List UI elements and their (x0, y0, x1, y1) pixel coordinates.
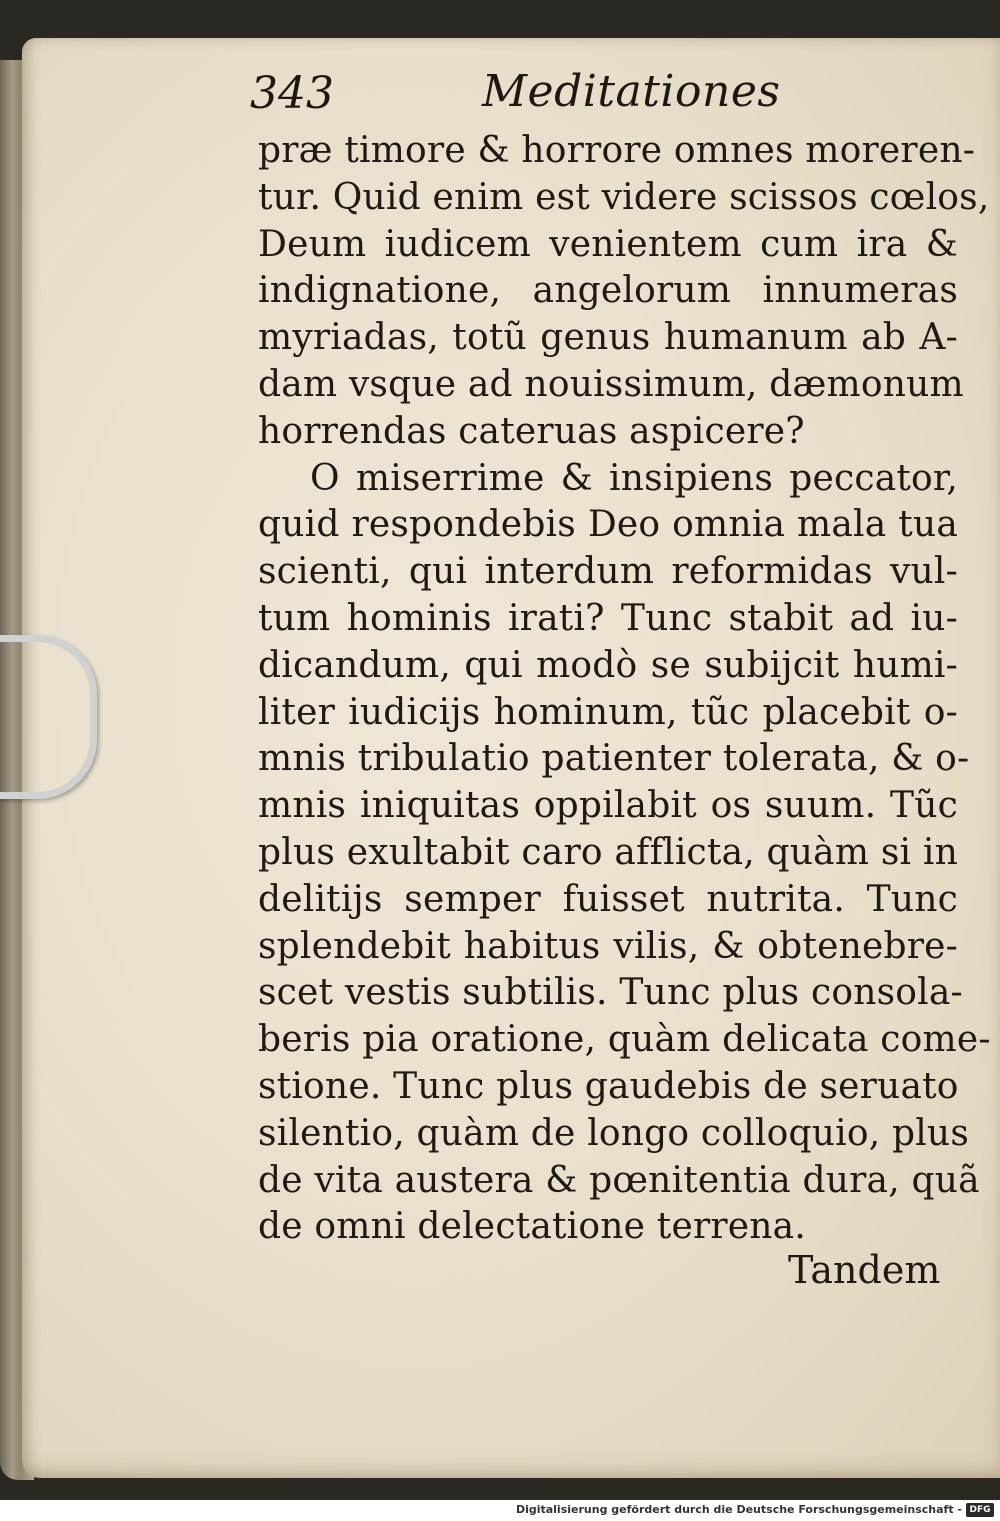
text-line: mnis tribulatio patienter tolerata, & o- (258, 738, 970, 780)
text-line: splendebit habitus vilis, & obtenebre- (258, 925, 958, 967)
text-line: dicandum, qui modò se subijcit humi- (258, 644, 958, 686)
text-line: de omni delectatione terrena. (258, 1206, 806, 1248)
text-line: horrendas cateruas aspicere? (258, 410, 805, 452)
funding-credit: Digitalisierung gefördert durch die Deutsche Forschungsgemeinschaft - (515, 1503, 962, 1516)
text-line: silentio, quàm de longo colloquio, plus (258, 1112, 969, 1154)
text-line: plus exultabit caro afflicta, quàm si in (258, 831, 958, 873)
text-line: indignatione, angelorum innumeras (258, 270, 958, 312)
text-line: de vita austera & pœnitentia dura, quã (258, 1159, 980, 1201)
text-line: scienti, qui interdum reformidas vul- (258, 551, 958, 593)
text-line: liter iudicijs hominum, tũc placebit o- (258, 691, 958, 733)
text-line: mnis iniquitas oppilabit os suum. Tũc (258, 785, 958, 827)
dfg-logo: DFG (966, 1503, 994, 1517)
body-text (258, 128, 991, 1251)
text-line: Deum iudicem venientem cum ira & (258, 223, 958, 265)
text-line: tur. Quid enim est videre scissos cœlos, (258, 176, 990, 218)
catchword: Tandem (788, 1248, 941, 1292)
text-line: dam vsque ad nouissimum, dæmonum (258, 363, 964, 405)
page-number: 343 (250, 68, 334, 119)
text-line: scet vestis subtilis. Tunc plus consola- (258, 972, 963, 1014)
text-line: stione. Tunc plus gaudebis de seruato (258, 1065, 959, 1107)
text-line: myriadas, totũ genus humanum ab A- (258, 317, 958, 359)
text-line: quid respondebis Deo omnia mala tua (258, 504, 958, 546)
page-clip (0, 635, 97, 799)
footer-bar (0, 1500, 1000, 1521)
text-line: delitijs semper fuisset nutrita. Tunc (258, 878, 958, 920)
text-line: tum hominis irati? Tunc stabit ad iu- (258, 597, 958, 639)
text-line: beris pia oratione, quàm delicata come- (258, 1019, 991, 1061)
running-title: Meditationes (482, 66, 781, 117)
text-line: O miserrime & insipiens peccator, (310, 457, 958, 499)
running-head (250, 64, 950, 119)
text-line: præ timore & horrore omnes moreren- (258, 130, 976, 171)
